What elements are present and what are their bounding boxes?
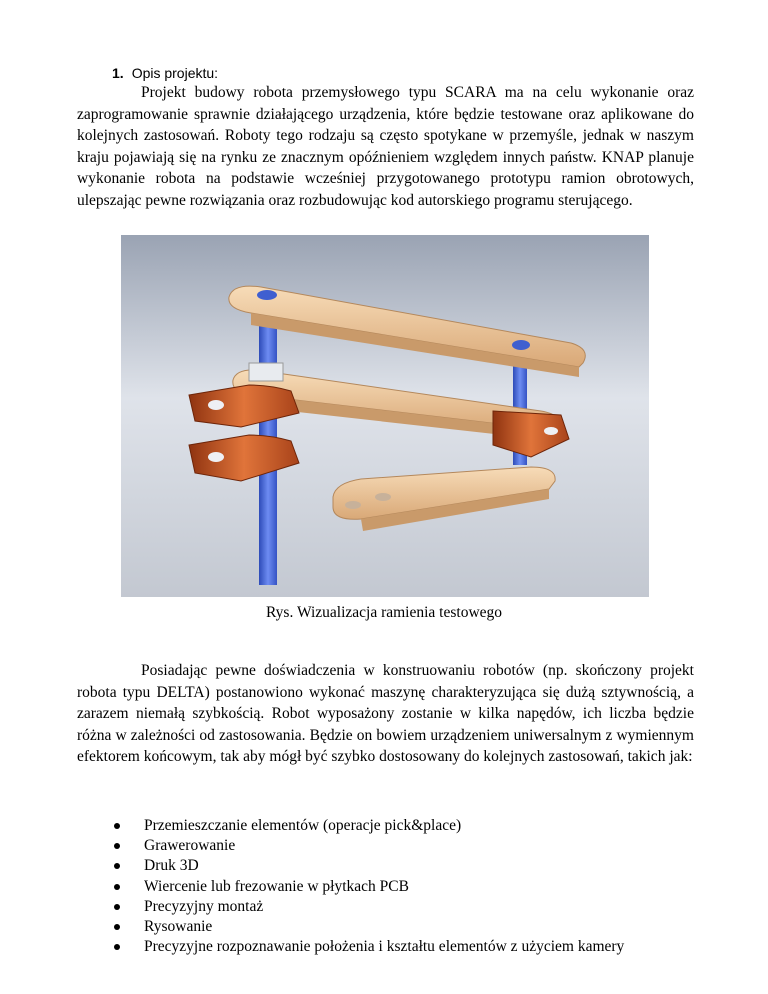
section-title: Opis projektu: bbox=[131, 65, 219, 81]
list-item bbox=[111, 836, 624, 856]
robot-arm-figure bbox=[121, 235, 649, 597]
upper-hole-right bbox=[512, 340, 530, 350]
list-item-text: Precyzyjny montaż bbox=[144, 897, 264, 915]
applications-list bbox=[111, 816, 624, 957]
list-item-text: Grawerowanie bbox=[144, 837, 236, 855]
section-number: 1. bbox=[112, 65, 124, 81]
list-item-text: Wiercenie lub frezowanie w płytkach PCB bbox=[144, 877, 409, 895]
bullet-icon bbox=[114, 843, 120, 849]
bullet-icon bbox=[114, 823, 120, 829]
bullet-icon bbox=[114, 904, 120, 910]
bullet-icon bbox=[114, 884, 120, 890]
upper-hole bbox=[257, 290, 277, 300]
list-item bbox=[111, 816, 624, 836]
bullet-icon bbox=[114, 924, 120, 930]
list-item-text: Druk 3D bbox=[144, 857, 199, 875]
bottom-slot bbox=[345, 501, 361, 509]
list-item-text: Przemieszczanie elementów (operacje pick&place) bbox=[144, 817, 462, 834]
list-item bbox=[111, 917, 624, 937]
bearing-hole bbox=[208, 400, 224, 410]
bottom-slot-2 bbox=[375, 493, 391, 501]
robot-arm-render bbox=[121, 235, 649, 597]
list-item bbox=[111, 897, 624, 917]
right-bearing-hole bbox=[544, 427, 558, 435]
bullet-icon bbox=[114, 944, 120, 950]
left-collar bbox=[249, 363, 283, 381]
list-item-text: Precyzyjne rozpoznawanie położenia i kształtu elementów z użyciem kamery bbox=[144, 938, 625, 956]
bullet-icon bbox=[114, 863, 120, 869]
list-item bbox=[111, 856, 624, 876]
bearing-hole-2 bbox=[208, 452, 224, 462]
paragraph-project-description: Projekt budowy robota przemysłowego typu SCARA ma na celu wykonanie oraz zaprogramowanie sprawnie działającego urządzenia, które będzie testowane oraz aplikowane do kolejnych zastosowań. Roboty tego rodzaju są często spotykane w przemyśle, jednak w naszym kraju pojawiają się na rynku ze znacznym opóźnieniem względem innych państw. KNAP planuje wykonanie robota na podstawie wcześniej przygotowanego prototypu ramion obrotowych, ulepszając pewne rozwiązania oraz rozbudowując kod autorskiego programu sterującego. bbox=[77, 84, 694, 209]
list-item bbox=[111, 937, 624, 957]
list-item bbox=[111, 877, 624, 897]
section-heading bbox=[112, 64, 218, 82]
paragraph-experience: Posiadając pewne doświadczenia w konstruowaniu robotów (np. skończony projekt robota typu DELTA) postanowiono wykonać maszynę charakteryzująca się dużą sztywnością, a zarazem niemałą szybkością. Robot wyposażony zostanie w kilka napędów, ich liczba będzie różna w zależności od zastosowania. Będzie on bowiem urządzeniem uniwersalnym z wymiennym efektorem końcowym, tak aby mógł być szybko dostosowany do kolejnych zastosowań, takich jak: bbox=[77, 662, 694, 766]
figure-caption: Rys. Wizualizacja ramienia testowego bbox=[265, 604, 503, 621]
list-item-text: Rysowanie bbox=[144, 918, 213, 936]
